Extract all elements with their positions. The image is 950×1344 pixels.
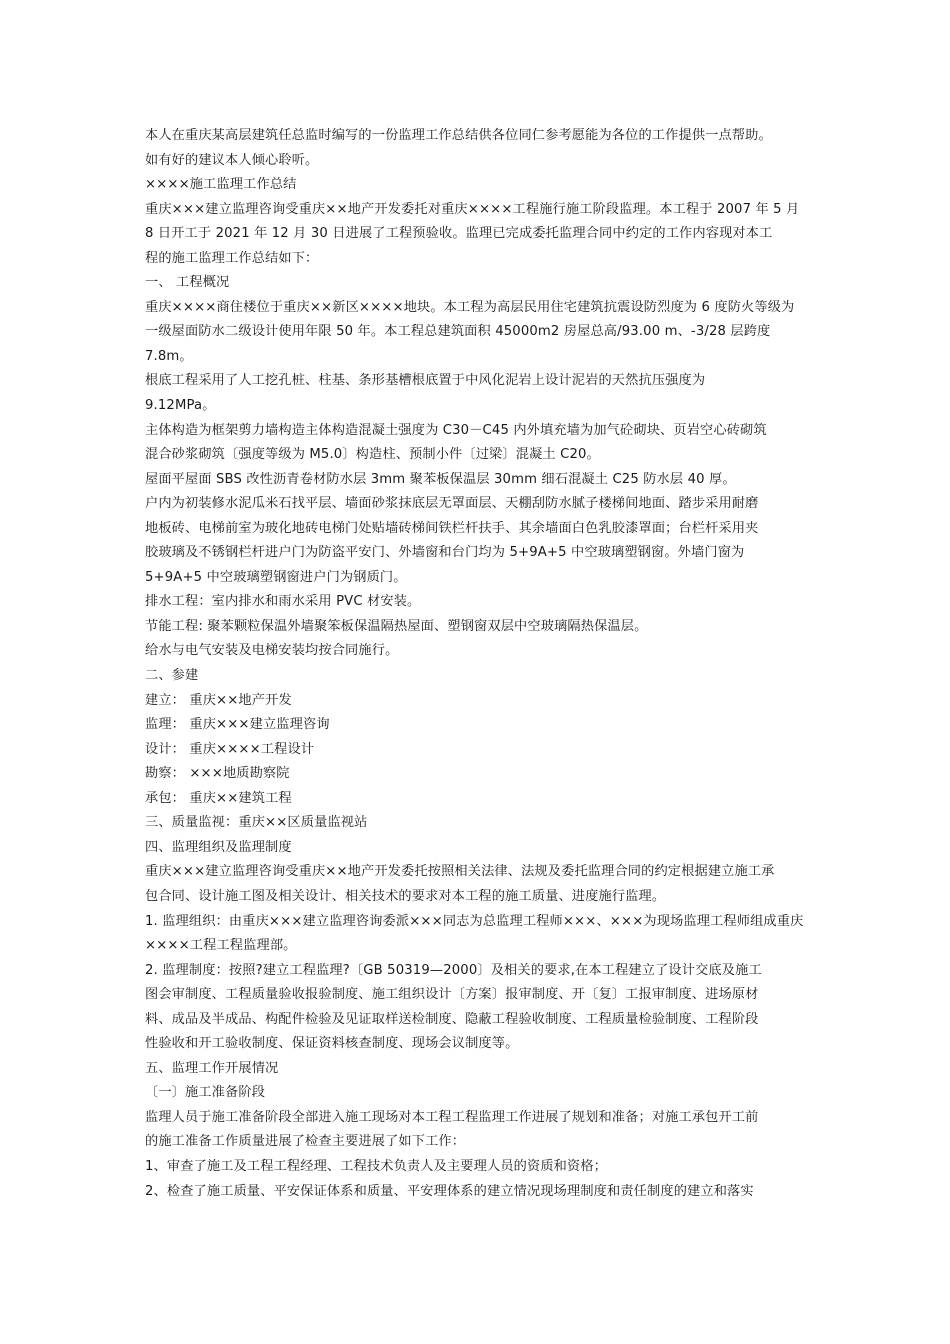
text-line: 地板砖、电梯前室为玻化地砖电梯门处贴墙砖梯间铁栏杆扶手、其余墙面白色乳胶漆罩面；台栏杆采用夹: [145, 520, 759, 536]
text-line: 承包： 重庆××建筑工程: [145, 790, 292, 806]
text-line: 的施工准备工作质量进展了检查主要进展了如下工作：: [145, 1134, 466, 1150]
text-line: 二、参建: [145, 668, 199, 684]
text-line: 监理人员于施工准备阶段全部进入施工现场对本工程工程监理工作进展了规划和准备；对施工承包开工前: [145, 1109, 759, 1125]
text-line: 一级屋面防水二级设计使用年限 50 年。本工程总建筑面积 45000m2 房屋总高/93.00 m、-3/28 层跨度: [145, 324, 771, 340]
text-line: 5+9A+5 中空玻璃塑钢窗进户门为钢质门。: [145, 569, 407, 585]
text-line: 排水工程：室内排水和雨水采用 PVC 材安装。: [145, 594, 421, 610]
text-line: 勘察： ×××地质勘察院: [145, 766, 290, 782]
text-line: ××××施工监理工作总结: [145, 177, 297, 193]
text-line: 重庆×××建立监理咨询受重庆××地产开发委托对重庆××××工程施行施工阶段监理。本工程于 2007 年 5 月: [145, 201, 800, 217]
text-line: 程的施工监理工作总结如下：: [145, 250, 319, 266]
text-line: 2. 监理制度：按照?建立工程监理?〔GB 50319—2000〕及相关的要求,在本工程建立了设计交底及施工: [145, 962, 762, 978]
text-line: 监理： 重庆×××建立监理咨询: [145, 717, 330, 733]
text-line: 2、检查了施工质量、平安保证体系和质量、平安理体系的建立情况现场理制度和责任制度的建立和落实: [145, 1183, 754, 1199]
text-line: 9.12MPa。: [145, 398, 216, 414]
text-line: 重庆×××建立监理咨询受重庆××地产开发委托按照相关法律、法规及委托监理合同的约定根据建立施工承: [145, 864, 775, 880]
text-line: 根底工程采用了人工挖孔桩、柱基、条形基槽根底置于中风化泥岩上设计泥岩的天然抗压强度为: [145, 373, 706, 389]
text-line: 料、成品及半成品、构配件检验及见证取样送检制度、隐蔽工程验收制度、工程质量检验制度、工程阶段: [145, 1011, 759, 1027]
text-line: 节能工程: 聚苯颗粒保温外墙聚笨板保温隔热屋面、塑钢窗双层中空玻璃隔热保温层。: [145, 618, 648, 634]
text-line: 一、 工程概况: [145, 275, 230, 291]
text-line: 包合同、设计施工图及相关设计、相关技术的要求对本工程的施工质量、进度施行监理。: [145, 888, 666, 904]
text-line: 重庆××××商住楼位于重庆××新区××××地块。本工程为高层民用住宅建筑抗震设防烈度为 6 度防火等级为: [145, 299, 795, 315]
text-line: 〔一〕施工准备阶段: [145, 1085, 266, 1101]
text-line: 主体构造为框架剪力墙构造主体构造混凝土强度为 C30－C45 内外填充墙为加气砼砌块、页岩空心砖砌筑: [145, 422, 767, 438]
text-line: 屋面平屋面 SBS 改性沥青卷材防水层 3mm 聚苯板保温层 30mm 细石混凝土 C25 防水层 40 厚。: [145, 471, 736, 487]
text-line: 本人在重庆某高层建筑任总监时编写的一份监理工作总结供各位同仁参考愿能为各位的工作提供一点帮助。: [145, 128, 772, 143]
text-line: 如有好的建议本人倾心聆听。: [145, 152, 319, 168]
text-line: 设计： 重庆××××工程设计: [145, 741, 315, 757]
text-line: 混合砂浆砌筑〔强度等级为 M5.0〕构造柱、预制小件〔过梁〕混凝土 C20。: [145, 447, 600, 463]
text-line: 建立： 重庆××地产开发: [145, 692, 292, 708]
text-line: 三、质量监视：重庆××区质量监视站: [145, 815, 368, 831]
document-body: [145, 124, 835, 1204]
text-line: 1. 监理组织：由重庆×××建立监理咨询委派×××同志为总监理工程师×××、×××为现场监理工程师组成重庆: [145, 913, 804, 929]
text-line: 7.8m。: [145, 348, 193, 364]
text-line: 8 日开工于 2021 年 12 月 30 日进展了工程预验收。监理已完成委托监理合同中约定的工作内容现对本工: [145, 226, 773, 242]
text-line: 给水与电气安装及电梯安装均按合同施行。: [145, 643, 399, 659]
text-line: 五、监理工作开展情况: [145, 1060, 279, 1076]
text-line: 图会审制度、工程质量验收报验制度、施工组织设计〔方案〕报审制度、开〔复〕工报审制度、进场原材: [145, 987, 759, 1003]
text-line: 四、监理组织及监理制度: [145, 839, 292, 855]
text-line: 性验收和开工验收制度、保证资料核查制度、现场会议制度等。: [145, 1036, 519, 1052]
text-line: ××××工程工程监理部。: [145, 938, 297, 954]
text-line: 胶玻璃及不锈钢栏杆进户门为防盗平安门、外墙窗和台门均为 5+9A+5 中空玻璃塑钢窗。外墙门窗为: [145, 545, 745, 561]
text-line: 户内为初装修水泥瓜米石找平层、墙面砂浆抹底层无罩面层、天棚刮防水腻子楼梯间地面、踏步采用耐磨: [145, 496, 759, 512]
text-line: 1、审查了施工及工程工程经理、工程技术负责人及主要理人员的资质和资格；: [145, 1158, 608, 1174]
